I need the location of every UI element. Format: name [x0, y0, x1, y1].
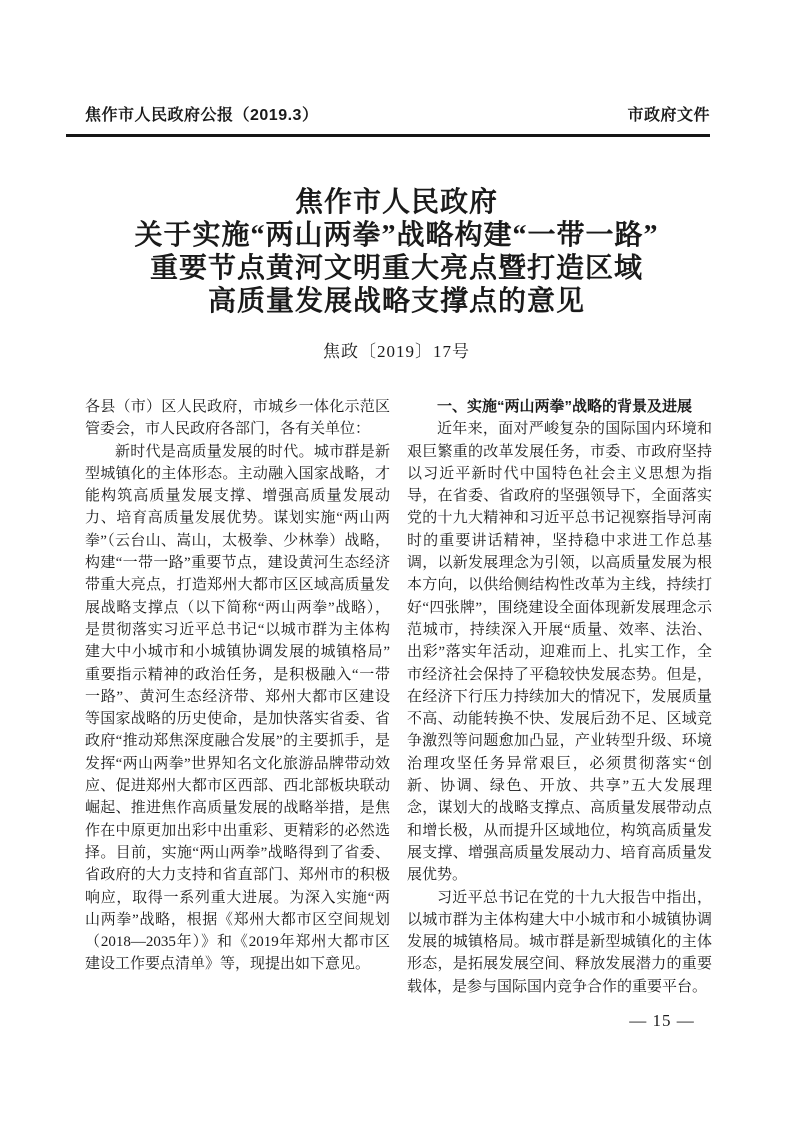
body-columns — [85, 396, 712, 998]
intro-paragraph: 新时代是高质量发展的时代。城市群是新型城镇化的主体形态。主动融入国家战略，才能构筑高质量发展支撑、增强高质量发展动力、培育高质量发展优势。谋划实施“两山两拳”（云台山、嵩山，太极拳、少林拳）战略，构建“一带一路”重要节点，建设黄河生态经济带重大亮点，打造郑州大都市区区域高质量发展战略支撑点（以下简称“两山两拳”战略），是贯彻落实习近平总书记“以城市群为主体构建大中小城市和小城镇协调发展的城镇格局”重要指示精神的政治任务，是积极融入“一带一路”、黄河生态经济带、郑州大都市区建设等国家战略的历史使命，是加快落实省委、省政府“推动郑焦深度融合发展”的主要抓手，是发挥“两山两拳”世界知名文化旅游品牌带动效应、促进郑州大都市区西部、西北部板块联动崛起、推进焦作高质量发展的战略举措，是焦作在中原更加出彩中出重彩、更精彩的必然选择。目前，实施“两山两拳”战略得到了省委、省政府的大力支持和省直部门、郑州市的积极响应，取得一系列重大进展。为深入实施“两山两拳”战略，根据《郑州大都市区空间规划（2018—2035年）》和《2019年郑州大都市区建设工作要点清单》等，现提出如下意见。 — [85, 443, 390, 973]
citation-paragraph: 习近平总书记在党的十九大报告中指出，以城市群为主体构建大中小城市和小城镇协调发展的城镇格局。城市群是新型城镇化的主体形态，是拓展发展空间、释放发展潜力的重要载体，是参与国际国内竞争合作的重要平台。 — [407, 889, 712, 995]
document-number: 焦政〔2019〕17号 — [323, 342, 470, 361]
right-column — [407, 396, 712, 998]
document-title-line: 重要节点黄河文明重大亮点暨打造区域 — [149, 253, 643, 284]
document-title-line: 焦作市人民政府 — [294, 187, 498, 218]
section-heading: 一、实施“两山两拳”战略的背景及进展 — [437, 398, 693, 415]
page-number: — 15 — — [629, 1011, 695, 1030]
left-column — [85, 396, 390, 998]
gazette-name: 焦作市人民政府公报（2019.3） — [85, 107, 319, 124]
document-title-line: 高质量发展战略支撑点的意见 — [207, 286, 585, 317]
document-title — [0, 186, 793, 318]
document-category: 市政府文件 — [627, 107, 710, 124]
salutation: 各县（市）区人民政府，市城乡一体化示范区管委会，市人民政府各部门，各有关单位： — [85, 399, 390, 438]
background-paragraph: 近年来，面对严峻复杂的国际国内环境和艰巨繁重的改革发展任务，市委、市政府坚持以习近平新时代中国特色社会主义思想为指导，在省委、省政府的坚强领导下，全面落实党的十九大精神和习近平总书记视察指导河南时的重要讲话精神，坚持稳中求进工作总基调，以新发展理念为引领，以高质量发展为根本方向，以供给侧结构性改革为主线，持续打好“四张牌”，围绕建设全面体现新发展理念示范城市，持续深入开展“质量、效率、法治、出彩”落实年活动，迎难而上、扎实工作，全市经济社会保持了平稳较快发展态势。但是，在经济下行压力持续加大的情况下，发展质量不高、动能转换不快、发展后劲不足、区域竞争激烈等问题愈加凸显，产业转型升级、环境治理攻坚任务异常艰巨，必须贯彻落实“创新、协调、绿色、开放、共享”五大发展理念，谋划大的战略支撑点、高质量发展带动点和增长极，从而提升区域地位，构筑高质量发展支撑、增强高质量发展动力、培育高质量发展优势。 — [407, 421, 712, 884]
running-head — [66, 102, 710, 137]
document-title-line: 关于实施“两山两拳”战略构建“一带一路” — [134, 220, 659, 251]
